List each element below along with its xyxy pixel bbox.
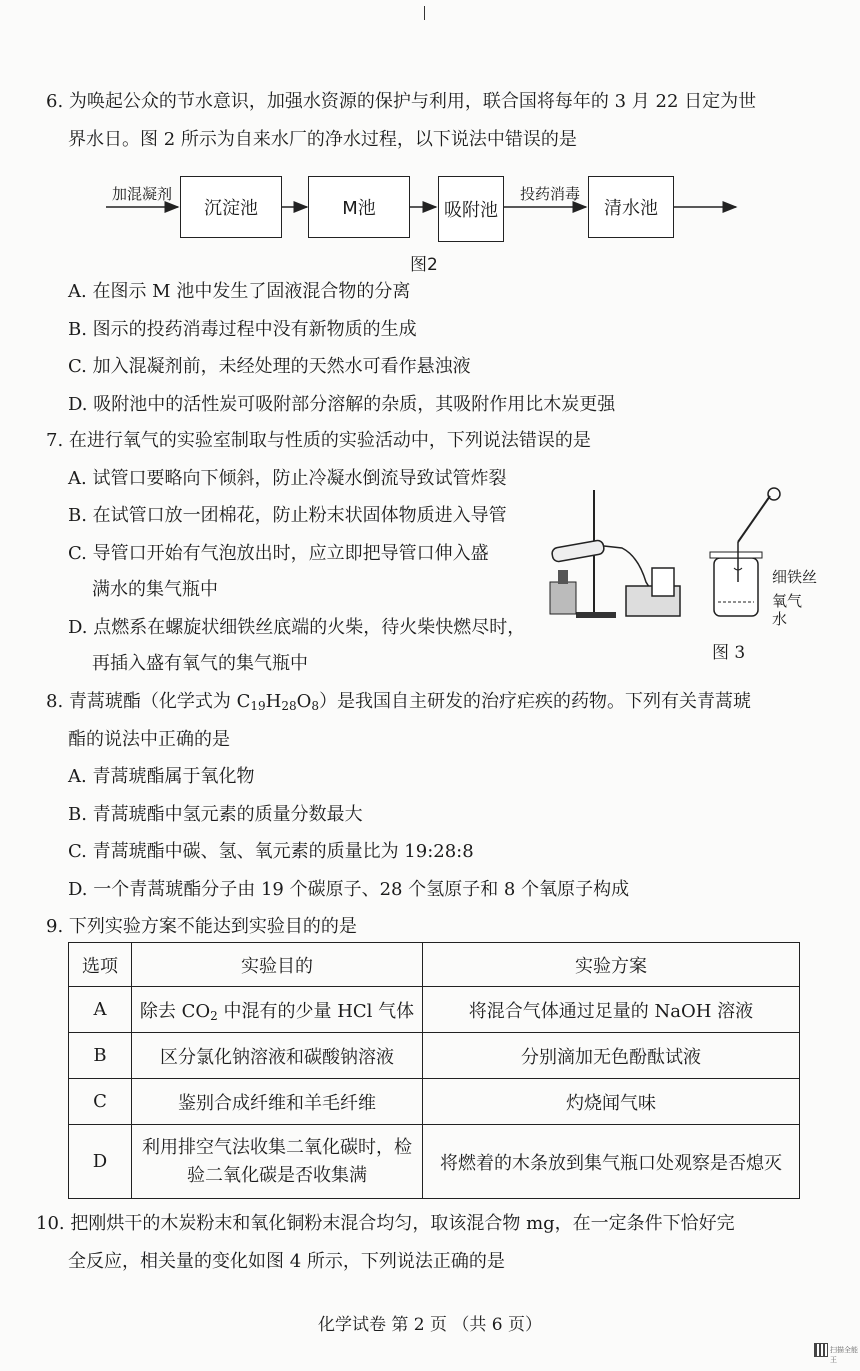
row-plan: 将混合气体通过足量的 NaOH 溶液 bbox=[423, 987, 800, 1033]
q8-stem-line1 bbox=[46, 690, 751, 718]
formula-o: O bbox=[296, 691, 312, 712]
scanner-logo-icon bbox=[814, 1343, 828, 1357]
formula-h-count: 28 bbox=[281, 699, 297, 713]
header-purpose: 实验目的 bbox=[132, 943, 423, 987]
q6-option-d: D. 吸附池中的活性炭可吸附部分溶解的杂质，其吸附作用比木炭更强 bbox=[68, 394, 616, 415]
header-plan: 实验方案 bbox=[423, 943, 800, 987]
q9-stem: 9. 下列实验方案不能达到实验目的的是 bbox=[46, 916, 357, 937]
row-plan: 将燃着的木条放到集气瓶口处观察是否熄灭 bbox=[423, 1125, 800, 1199]
scanner-mark: 扫描全能王 bbox=[830, 1346, 858, 1364]
q6-stem-line1: 6. 为唤起公众的节水意识，加强水资源的保护与利用，联合国将每年的 3 月 22 日定为世 bbox=[46, 91, 757, 112]
q7-option-c: C. 导管口开始有气泡放出时，应立即把导管口伸入盛 bbox=[68, 543, 489, 564]
flow-box-sedimentation: 沉淀池 bbox=[180, 176, 282, 238]
formula-c-count: 19 bbox=[250, 699, 266, 713]
flow-label-disinfect: 投药消毒 bbox=[520, 185, 581, 203]
flow-label-coagulant: 加混凝剂 bbox=[112, 185, 173, 203]
row-option: A bbox=[69, 987, 132, 1033]
figure-3-caption: 图 3 bbox=[712, 643, 746, 663]
q10-stem-line1: 10. 把刚烘干的木炭粉末和氧化铜粉末混合均匀，取该混合物 mg，在一定条件下恰好完 bbox=[36, 1213, 735, 1234]
q7-option-d-cont: 再插入盛有氧气的集气瓶中 bbox=[92, 653, 308, 674]
row-plan: 分别滴加无色酚酞试液 bbox=[423, 1033, 800, 1079]
row-plan: 灼烧闻气味 bbox=[423, 1079, 800, 1125]
formula-h: H bbox=[265, 691, 282, 712]
label-oxygen: 氧气 bbox=[772, 592, 803, 610]
page-footer: 化学试卷 第 2 页 （共 6 页） bbox=[317, 1315, 543, 1335]
table-row bbox=[69, 1033, 800, 1079]
q6-stem-line2: 界水日。图 2 所示为自来水厂的净水过程，以下说法中错误的是 bbox=[68, 129, 577, 150]
flow-box-m: M池 bbox=[308, 176, 410, 238]
q7-stem: 7. 在进行氧气的实验室制取与性质的实验活动中，下列说法错误的是 bbox=[46, 430, 591, 451]
q8-option-c: C. 青蒿琥酯中碳、氢、氧元素的质量比为 19:28:8 bbox=[68, 841, 474, 862]
q8-stem-line2: 酯的说法中正确的是 bbox=[68, 729, 230, 750]
q7-option-a: A. 试管口要略向下倾斜，防止冷凝水倒流导致试管炸裂 bbox=[68, 468, 507, 489]
flow-box-clearwater: 清水池 bbox=[588, 176, 674, 238]
q7-option-d: D. 点燃系在螺旋状细铁丝底端的火柴，待火柴快燃尽时， bbox=[68, 617, 526, 638]
oxygen-apparatus-drawing bbox=[538, 482, 798, 642]
table-header-row bbox=[69, 943, 800, 987]
q10-stem-line2: 全反应，相关量的变化如图 4 所示，下列说法正确的是 bbox=[68, 1251, 505, 1272]
table-row bbox=[69, 1079, 800, 1125]
q7-option-c-cont: 满水的集气瓶中 bbox=[92, 579, 218, 600]
figure-2-caption: 图2 bbox=[410, 255, 438, 275]
header-option: 选项 bbox=[69, 943, 132, 987]
row-purpose bbox=[132, 987, 423, 1033]
label-water: 水 bbox=[772, 610, 788, 628]
purpose-line1: 利用排空气法收集二氧化碳时，检 bbox=[142, 1136, 412, 1158]
label-iron-wire: 细铁丝 bbox=[772, 568, 818, 586]
purpose-post: 中混有的少量 HCl 气体 bbox=[217, 1000, 415, 1022]
q7-option-b: B. 在试管口放一团棉花，防止粉末状固体物质进入导管 bbox=[68, 505, 507, 526]
table-row bbox=[69, 1125, 800, 1199]
row-purpose: 鉴别合成纤维和羊毛纤维 bbox=[132, 1079, 423, 1125]
q6-option-c: C. 加入混凝剂前，未经处理的天然水可看作悬浊液 bbox=[68, 356, 471, 377]
q6-option-b: B. 图示的投药消毒过程中没有新物质的生成 bbox=[68, 319, 417, 340]
q8-option-b: B. 青蒿琥酯中氢元素的质量分数最大 bbox=[68, 804, 363, 825]
q9-table bbox=[68, 942, 800, 1199]
row-option: B bbox=[69, 1033, 132, 1079]
table-row bbox=[69, 987, 800, 1033]
flow-box-adsorption: 吸附池 bbox=[438, 176, 504, 242]
q8-stem-post: ）是我国自主研发的治疗疟疾的药物。下列有关青蒿琥 bbox=[319, 691, 752, 712]
purpose-sub: 2 bbox=[210, 1008, 218, 1023]
q8-option-a: A. 青蒿琥酯属于氧化物 bbox=[68, 766, 255, 787]
row-option: C bbox=[69, 1079, 132, 1125]
page-top-mark bbox=[424, 6, 425, 20]
purpose-pre: 除去 CO bbox=[139, 1000, 211, 1022]
row-purpose: 区分氯化钠溶液和碳酸钠溶液 bbox=[132, 1033, 423, 1079]
purpose-line2: 验二氧化碳是否收集满 bbox=[187, 1164, 367, 1186]
row-purpose bbox=[132, 1125, 423, 1199]
formula-o-count: 8 bbox=[311, 699, 320, 713]
q8-option-d: D. 一个青蒿琥酯分子由 19 个碳原子、28 个氢原子和 8 个氧原子构成 bbox=[68, 879, 630, 900]
q6-option-a: A. 在图示 M 池中发生了固液混合物的分离 bbox=[68, 281, 411, 302]
q8-stem-pre: 8. 青蒿琥酯（化学式为 C bbox=[46, 691, 251, 712]
row-option: D bbox=[69, 1125, 132, 1199]
